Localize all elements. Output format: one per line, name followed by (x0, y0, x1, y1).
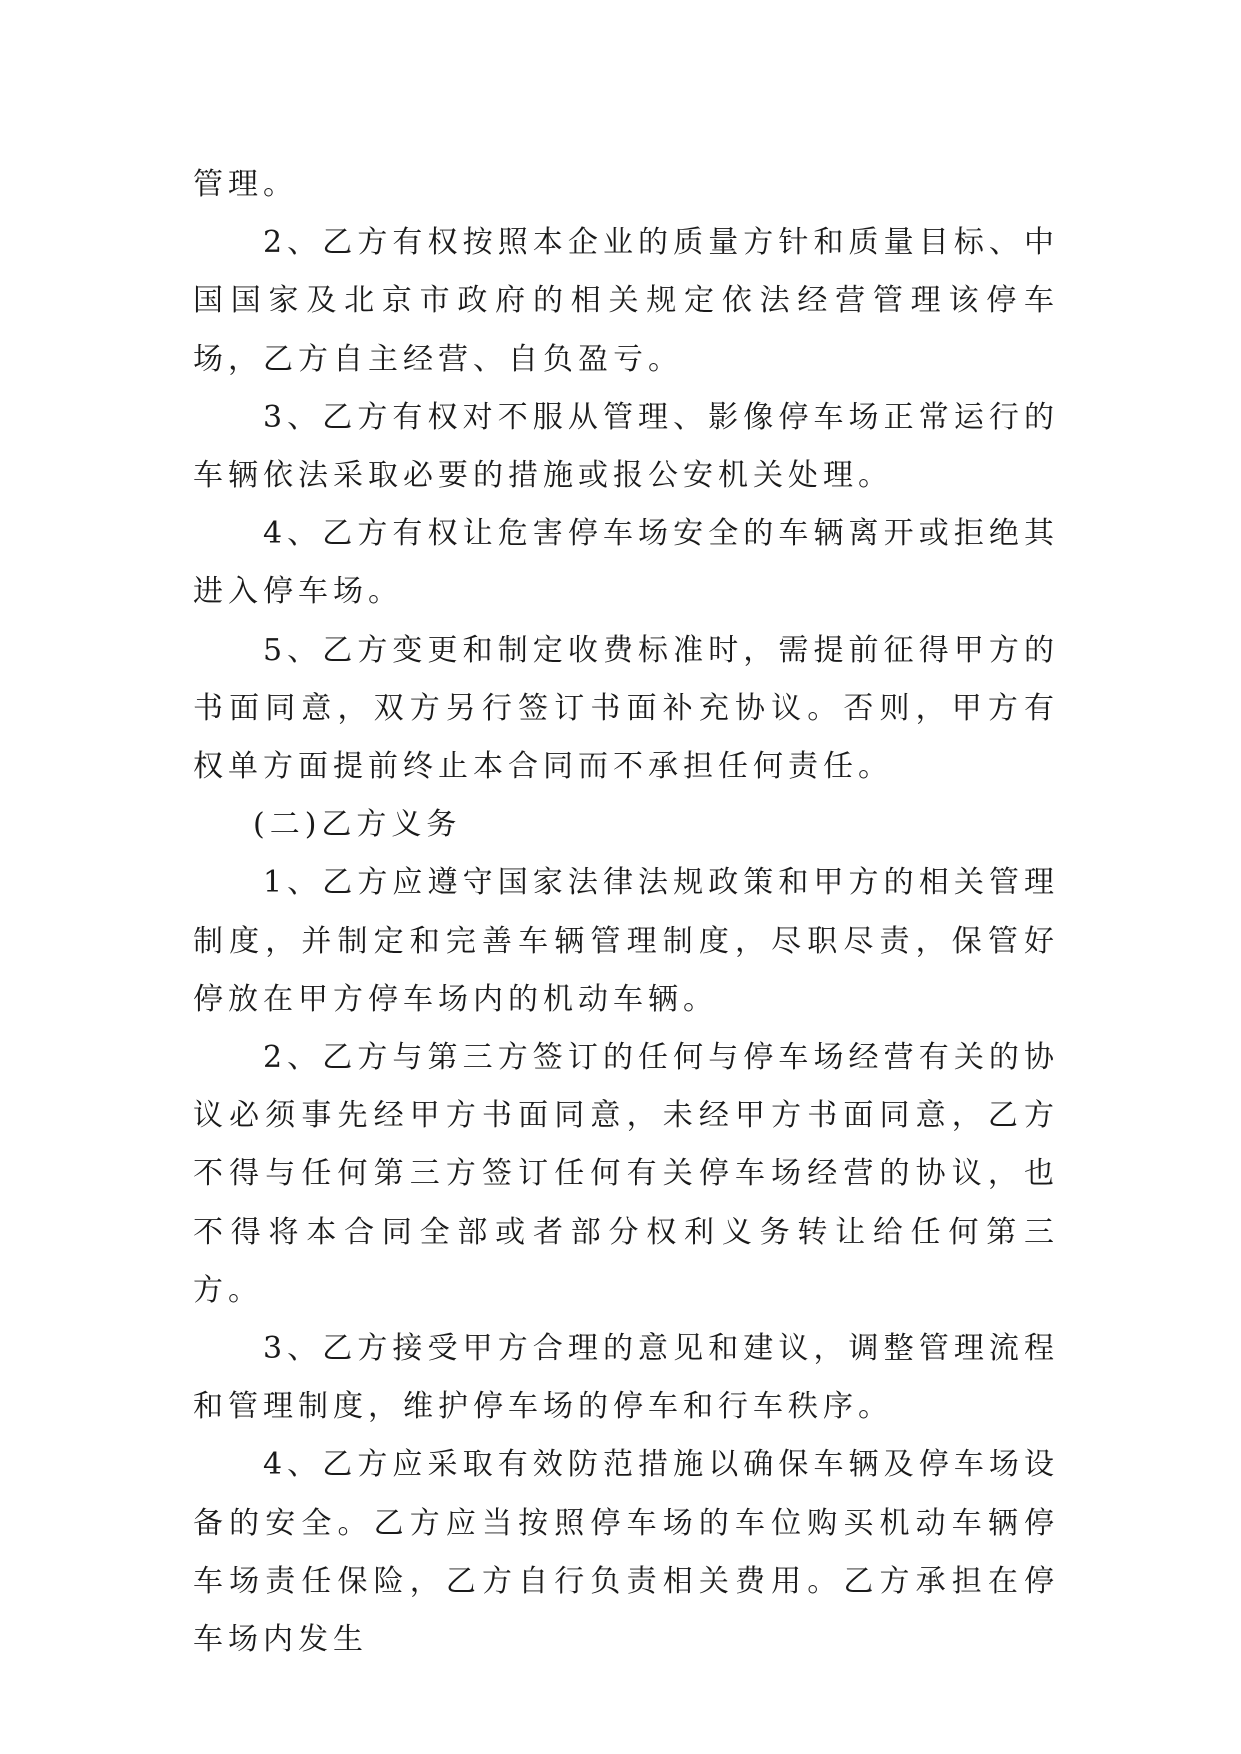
document-body (193, 156, 1059, 1669)
paragraph-right-3: 3、乙方有权对不服从管理、影像停车场正常运行的车辆依法采取必要的措施或报公安机关处理。 (193, 399, 1059, 494)
paragraph-right-2: 2、乙方有权按照本企业的质量方针和质量目标、中国国家及北京市政府的相关规定依法经营管理该停车场，乙方自主经营、自负盈亏。 (193, 225, 1059, 377)
paragraph-right-4: 4、乙方有权让危害停车场安全的车辆离开或拒绝其进入停车场。 (193, 516, 1059, 610)
paragraph-right-5: 5、乙方变更和制定收费标准时，需提前征得甲方的书面同意，双方另行签订书面补充协议。否则，甲方有权单方面提前终止本合同而不承担任何责任。 (193, 632, 1059, 785)
paragraph-obligation-4: 4、乙方应采取有效防范措施以确保车辆及停车场设备的安全。乙方应当按照停车场的车位购买机动车辆停车场责任保险，乙方自行负责相关费用。乙方承担在停车场内发生 (193, 1447, 1059, 1658)
paragraph-continuation: 管理。 (193, 167, 298, 202)
paragraph-obligation-3: 3、乙方接受甲方合理的意见和建议，调整管理流程和管理制度，维护停车场的停车和行车秩序。 (193, 1331, 1059, 1425)
section-heading-obligations: (二)乙方义务 (253, 807, 462, 843)
paragraph-obligation-2: 2、乙方与第三方签订的任何与停车场经营有关的协议必须事先经甲方书面同意，未经甲方书面同意，乙方不得与任何第三方签订任何有关停车场经营的协议，也不得将本合同全部或者部分权利义务转让给任何第三方。 (193, 1040, 1059, 1308)
paragraph-obligation-1: 1、乙方应遵守国家法律法规政策和甲方的相关管理制度，并制定和完善车辆管理制度，尽职尽责，保管好停放在甲方停车场内的机动车辆。 (193, 865, 1059, 1017)
